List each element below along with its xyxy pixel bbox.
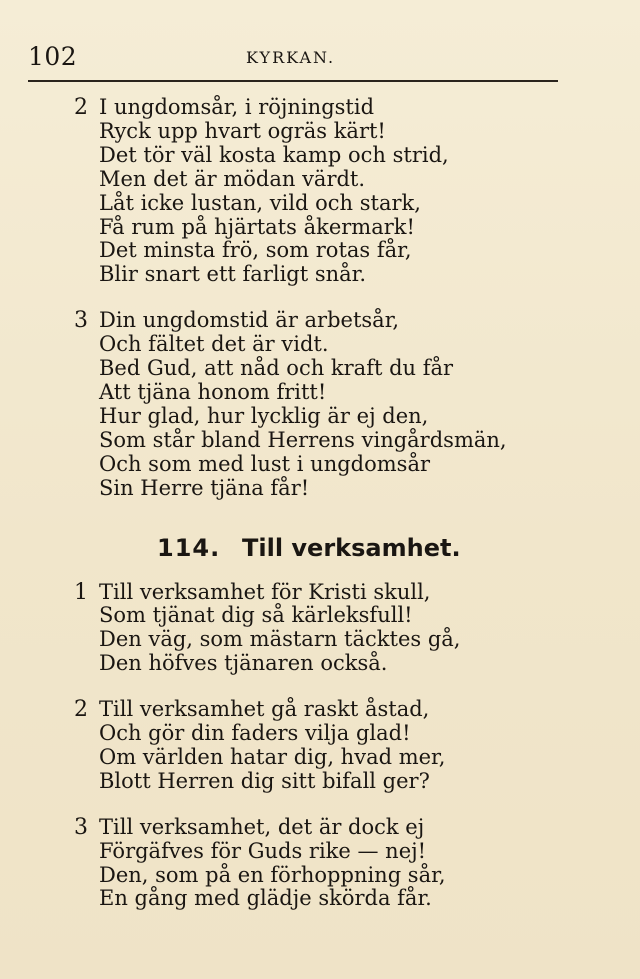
stanza-number: 3: [74, 308, 88, 334]
verse-line: Sin Herre tjäna får!: [99, 475, 310, 500]
verse-line: Ryck upp hvart ogräs kärt!: [99, 118, 386, 143]
verse-line: I ungdomsår, i röjningstid: [99, 95, 375, 119]
verse-line: Att tjäna honom fritt!: [99, 379, 327, 404]
section-gap: [72, 501, 572, 531]
stanza-number: 3: [74, 814, 88, 840]
stanza-2: [72, 698, 572, 794]
running-header: [28, 40, 558, 82]
verse-line: Som tjänat dig så kärleksfull!: [99, 603, 413, 628]
stanza-3-previous-hymn: [72, 309, 572, 500]
stanza-2-previous-hymn: [72, 96, 572, 287]
verse-line: En gång med glädje skörda får.: [99, 886, 432, 911]
verse-line: Det minsta frö, som rotas får,: [99, 238, 412, 263]
verse-line: Låt icke lustan, vild och stark,: [99, 190, 421, 215]
verse-line: Till verksamhet för Kristi skull,: [99, 579, 431, 604]
verse-line: Och fältet det är vidt.: [99, 332, 329, 357]
page-number: 102: [28, 42, 78, 71]
verse-line: Din ungdomstid är arbetsår,: [99, 308, 400, 333]
verse-line: Den höfves tjänaren också.: [99, 651, 388, 676]
hymn-title: Till verksamhet.: [242, 533, 461, 562]
verse-line: Till verksamhet gå raskt åstad,: [99, 697, 430, 722]
verse-line: Men det är mödan värdt.: [99, 166, 366, 191]
verse-line: Hur glad, hur lycklig är ej den,: [99, 403, 429, 428]
stanza-3: [72, 816, 572, 912]
stanza-number: 1: [74, 579, 88, 605]
verse-line: Och som med lust i ungdomsår: [99, 451, 430, 476]
hymn-number: 114.: [157, 533, 221, 562]
section-title: KYRKAN.: [246, 48, 336, 67]
verse-line: Och gör din faders vilja glad!: [99, 721, 411, 746]
verse-line: Blott Herren dig sitt bifall ger?: [99, 768, 430, 793]
verse-line: Blir snart ett farligt snår.: [99, 262, 367, 287]
verse-line: Den väg, som mästarn täcktes gå,: [99, 627, 461, 652]
hymn-heading: [72, 531, 572, 565]
page-body: [72, 96, 572, 911]
verse-line: Den, som på en förhoppning sår,: [99, 862, 446, 887]
verse-line: Förgäfves för Guds rike — nej!: [99, 838, 427, 863]
verse-line: Det tör väl kosta kamp och strid,: [99, 142, 449, 167]
stanza-number: 2: [74, 697, 88, 723]
stanza-1: [72, 581, 572, 677]
verse-line: Bed Gud, att nåd och kraft du får: [99, 356, 454, 381]
verse-line: Till verksamhet, det är dock ej: [99, 814, 425, 839]
verse-line: Som står bland Herrens vingårdsmän,: [99, 427, 507, 452]
verse-line: Om världen hatar dig, hvad mer,: [99, 744, 446, 769]
verse-line: Få rum på hjärtats åkermark!: [99, 214, 415, 239]
stanza-number: 2: [74, 95, 88, 120]
